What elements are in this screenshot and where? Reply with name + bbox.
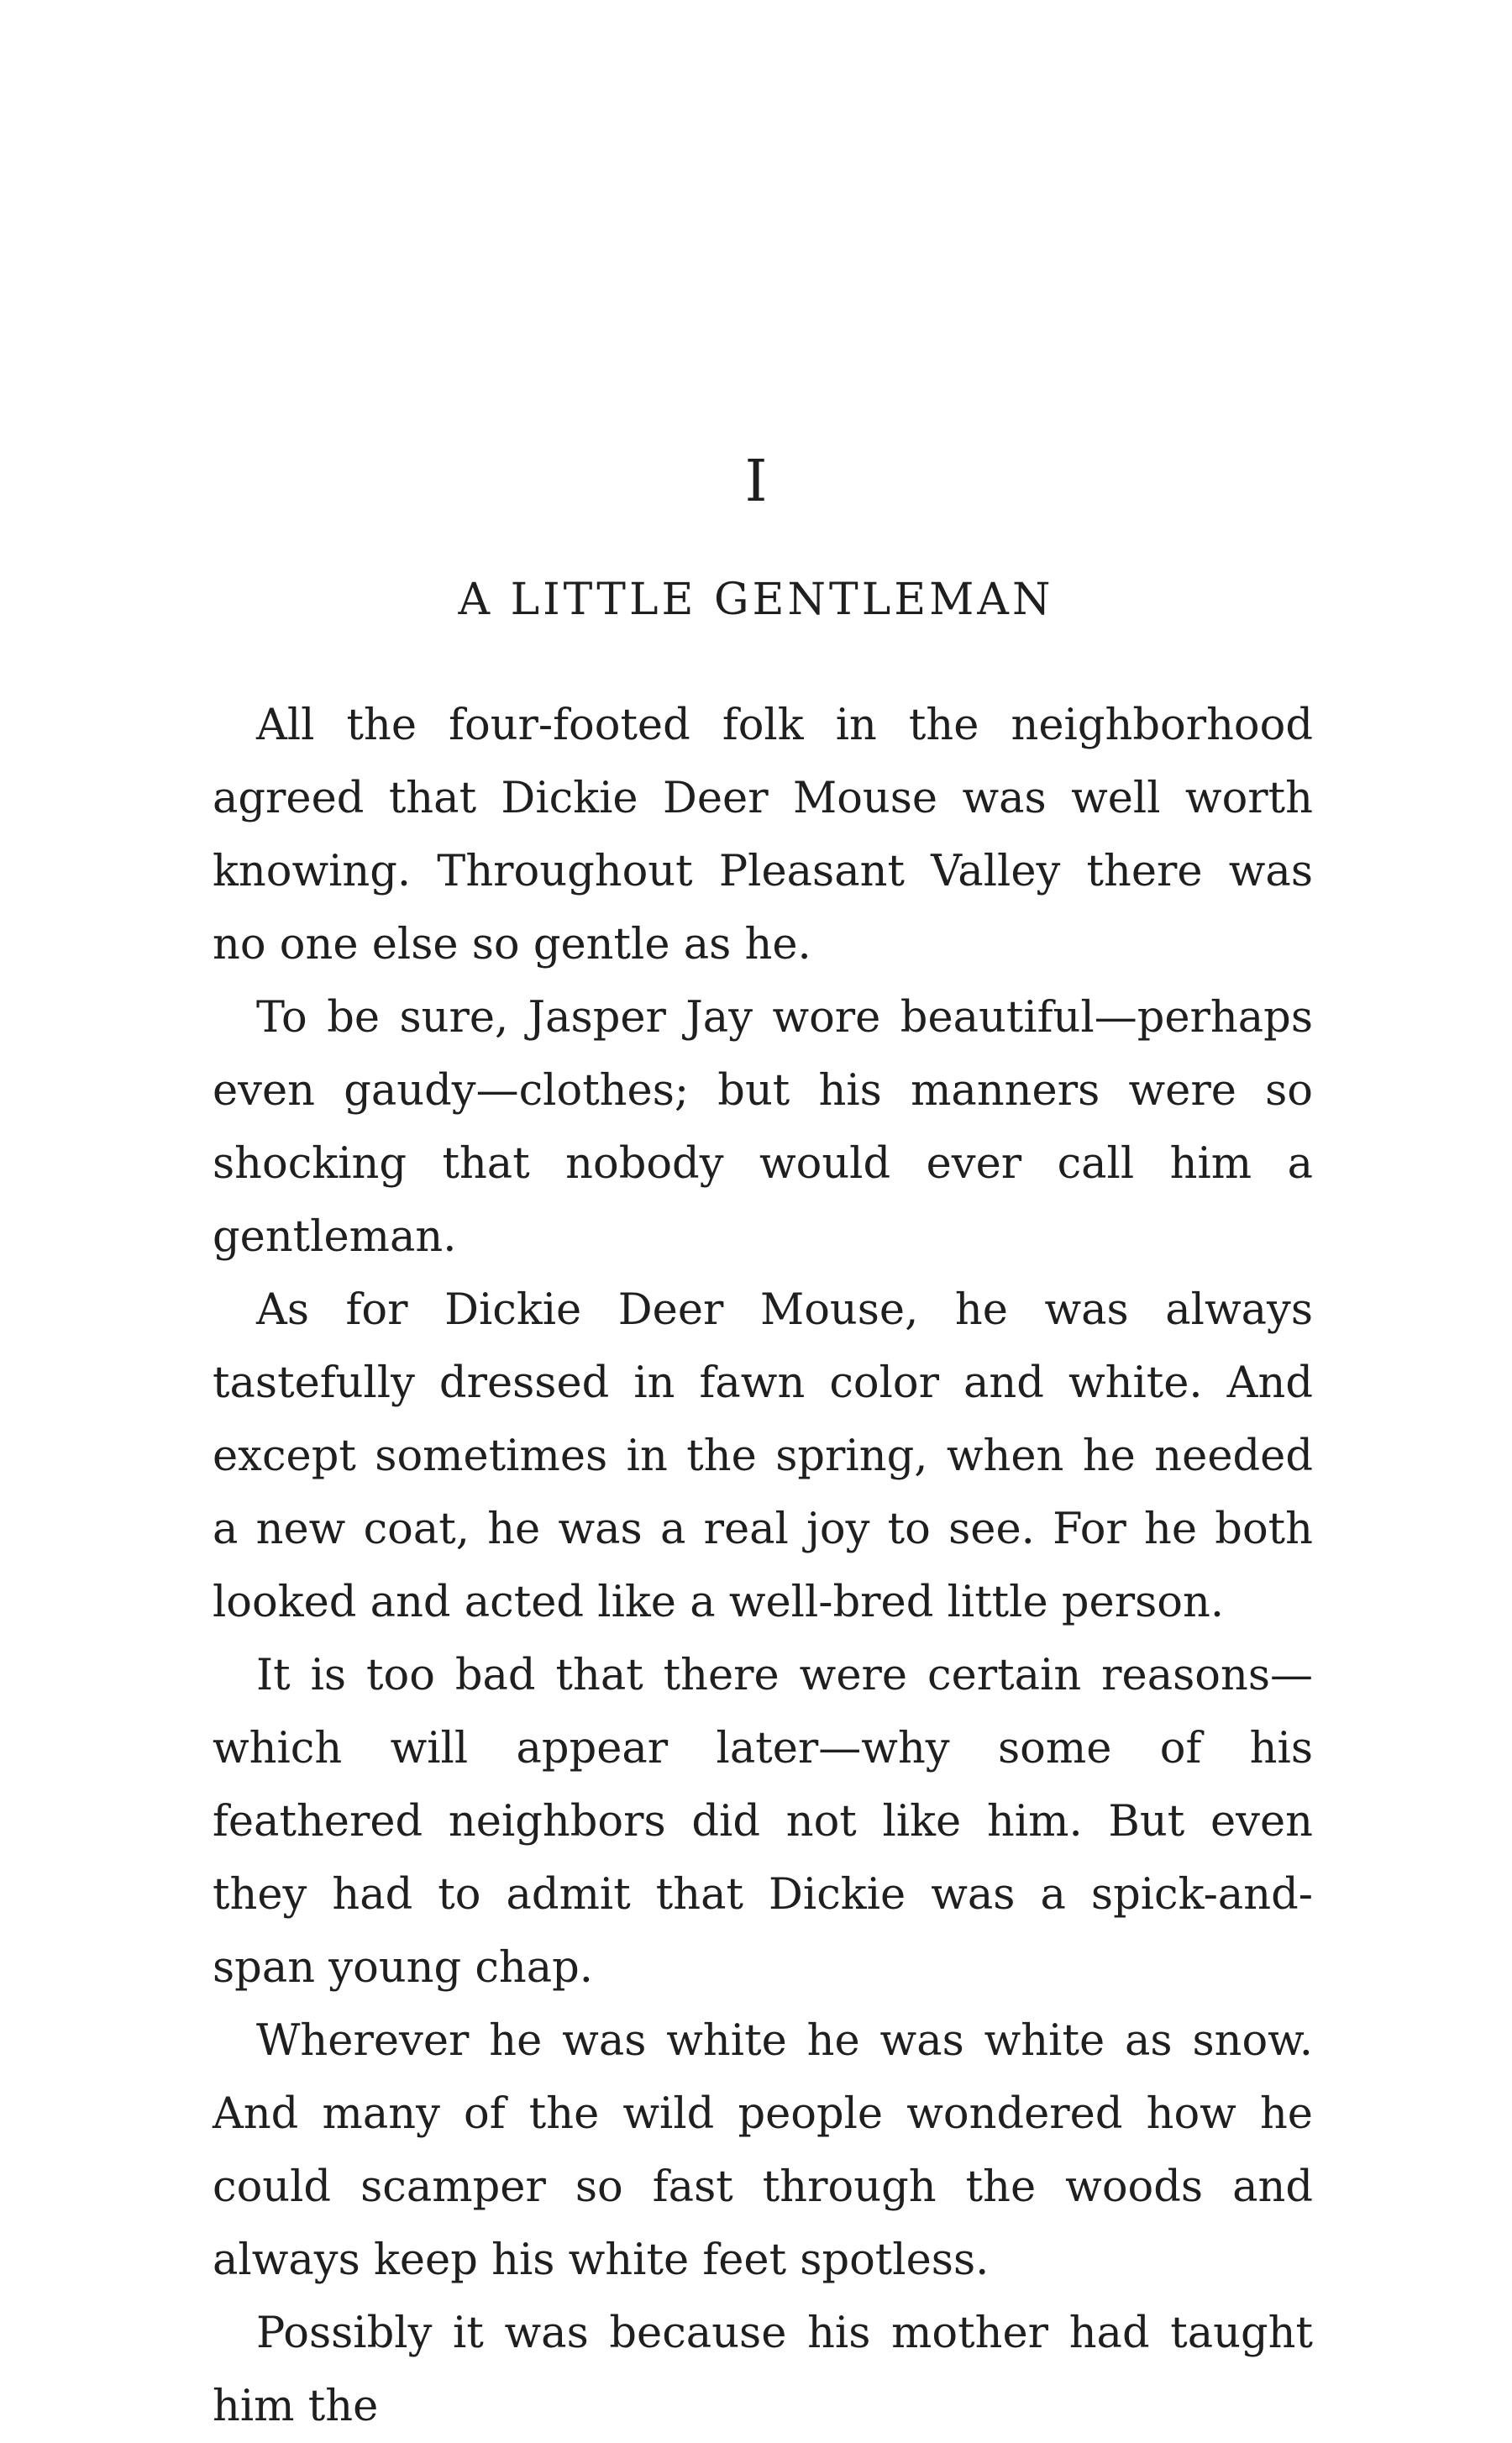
paragraph-1: All the four-footed folk in the neighborhood agreed that Dickie Deer Mouse was well worth knowing. Throughout Pleasant Valley there was no one else so gentle as he. [213, 701, 1313, 969]
chapter-title: A LITTLE GENTLEMAN [458, 575, 1054, 625]
chapter-number: I [744, 449, 768, 515]
chapter-body [213, 689, 1313, 2443]
paragraph-6: Possibly it was because his mother had taught him the [213, 2309, 1313, 2431]
paragraph-2: To be sure, Jasper Jay wore beautiful—perhaps even gaudy—clothes; but his manners were so shocking that nobody would ever call him a gentleman. [213, 993, 1313, 1262]
paragraph-4: It is too bad that there were certain reasons—which will appear later—why some of his feathered neighbors did not like him. But even they had to admit that Dickie was a spick-and-span young chap. [213, 1651, 1313, 1993]
paragraph-3: As for Dickie Deer Mouse, he was always tastefully dressed in fawn color and white. And except sometimes in the spring, when he needed a new coat, he was a real joy to see. For he both looked and acted like a well-bred little person. [213, 1285, 1313, 1627]
paragraph-5: Wherever he was white he was white as snow. And many of the wild people wondered how he could scamper so fast through the woods and always keep his white feet spotless. [213, 2016, 1313, 2285]
